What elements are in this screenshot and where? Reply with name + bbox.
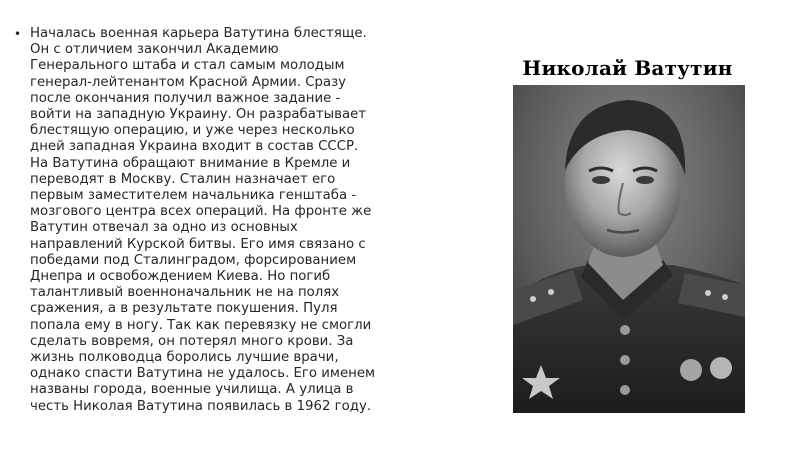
- bullet-text-block: [14, 26, 439, 415]
- biography-paragraph: Началась военная карьера Ватутина блестяще. Он с отличием закончил Академию Генерального штаба и стал самым молодым генерал-лейтенантом Красной Армии. Сразу после окончания получил важное задание - войти на западную Украину. Он разрабатывает блестящую операцию, и уже через несколько дней западная Украина входит в состав СССР. На Ватутина обращают внимание в Кремле и переводят в Москву. Сталин назначает его первым заместителем начальника генштаба - мозгового центра всех операций. На фронте же Ватутин отвечал за одно из основных направлений Курской битвы. Его имя связано с победами под Сталинградом, форсированием Днепра и освобождением Киева. Но погиб талантливый военноначальник не на полях сражения, а в результате покушения. Пуля попала ему в ногу. Так как перевязку не смогли сделать вовремя, он потерял много крови. За жизнь полководца боролись лучшие врачи, однако спасти Ватутина не удалось. Его именем названы города, военные училища. А улица в честь Николая Ватутина появилась в 1962 году.: [30, 26, 376, 414]
- portrait-photo: [513, 85, 745, 413]
- portrait-title: Николай Ватутин: [522, 56, 733, 80]
- bullet-marker: •: [14, 27, 22, 41]
